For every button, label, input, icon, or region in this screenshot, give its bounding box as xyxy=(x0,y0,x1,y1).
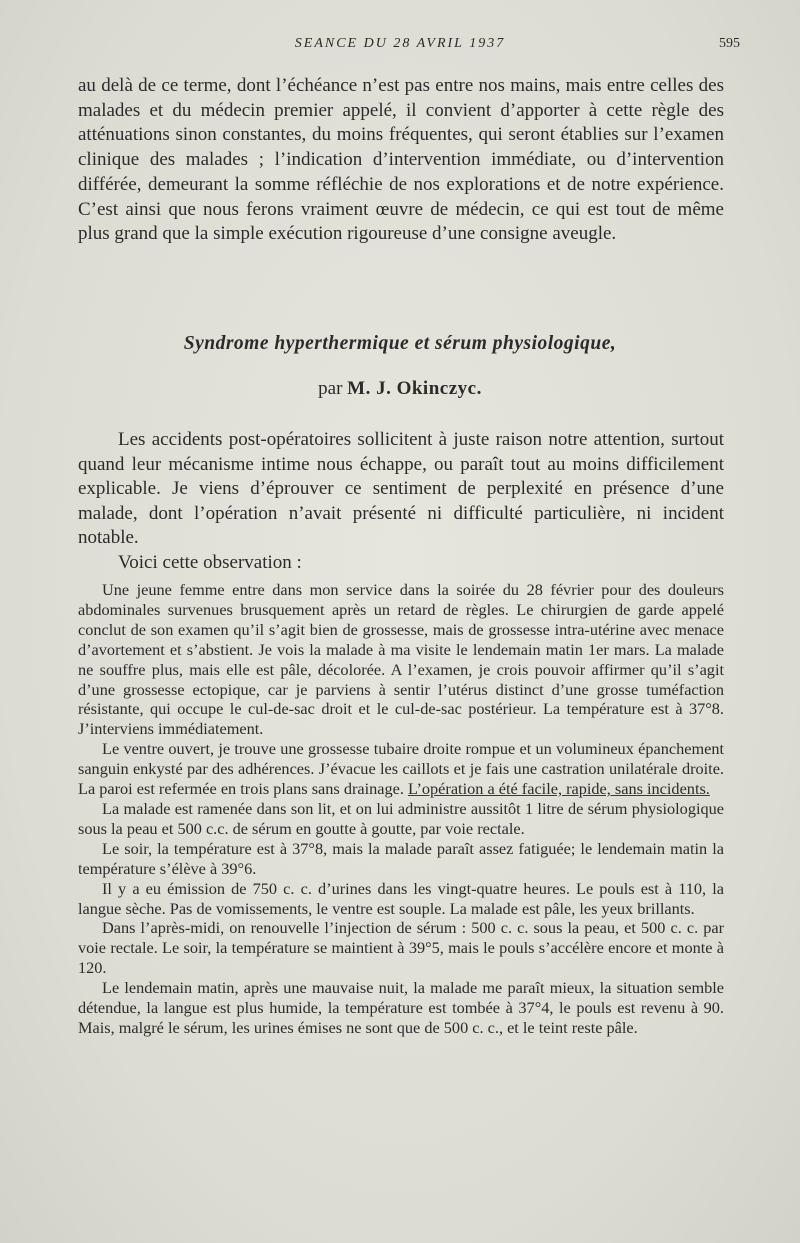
running-title: SEANCE DU 28 AVRIL 1937 xyxy=(294,36,506,51)
abstract-paragraph: Les accidents post-opératoires sollicitent à juste raison notre attention, surtout quand leur mécanisme intime nous échappe, ou paraît tout au moins difficilement explicable. Je viens d’éprouver ce sentiment de perplexité en présence d’une malade, dont l’opération n’avait présenté ni difficulté particulière, ni incident notable. xyxy=(78,429,724,548)
page-number: 595 xyxy=(719,36,740,51)
observation-intro: Voici cette observation : xyxy=(118,551,302,573)
underlined-annotation: L’opération a été facile, rapide, sans incidents. xyxy=(408,779,710,799)
running-head xyxy=(0,36,800,56)
case-paragraph: Le lendemain matin, après une mauvaise nuit, la malade me paraît mieux, la situation semble détendue, la langue est plus humide, la température est tombée à 37°4, le pouls est revenu à 90. Mais, malgré le sérum, les urines émises ne sont que de 500 c. c., et le teint reste pâle. xyxy=(78,978,724,1037)
case-paragraph xyxy=(78,739,724,799)
case-paragraph-text: Le ventre ouvert, je trouve une grossesse tubaire droite rompue et un volumineux épanchement sanguin enkysté par des adhérences. J’évacue les caillots et je fais une castration unilatérale droite. La paroi est refermée en trois plans sans drainage. xyxy=(78,739,724,799)
abstract-block xyxy=(78,428,724,575)
intro-paragraph: au delà de ce terme, dont l’échéance n’est pas entre nos mains, mais entre celles des malades et du médecin premier appelé, il convient d’apporter à cette règle des atténuations sinon constantes, du moins fréquentes, qui seront établies sur l’examen clinique des malades ; l’indication d’intervention immédiate, ou d’intervention différée, demeurant la somme réfléchie de nos explorations et de notre expérience. C’est ainsi que nous ferons vraiment œuvre de médecin, ce qui est tout de même plus grand que la simple exécution rigoureuse d’une consigne aveugle. xyxy=(78,75,724,245)
intro-paragraph-block xyxy=(78,74,724,247)
case-paragraph: Le soir, la température est à 37°8, mais la malade paraît assez fatiguée; le lendemain matin la température s’élève à 39°6. xyxy=(78,838,724,878)
case-paragraph: Il y a eu émission de 750 c. c. d’urines dans les vingt-quatre heures. Le pouls est à 110, la langue sèche. Pas de vomissements, le ventre est souple. La malade est pâle, les yeux brillants. xyxy=(78,878,724,918)
article-author: M. J. Okinczyc. xyxy=(347,378,482,399)
case-report xyxy=(78,580,724,1038)
case-paragraph: Dans l’après-midi, on renouvelle l’injection de sérum : 500 c. c. sous la peau, et 500 c. c. par voie rectale. Le soir, la température se maintient à 39°5, mais le pouls s’accélère encore et monte à 120. xyxy=(78,918,724,978)
article-title: Syndrome hyperthermique et sérum physiologique, xyxy=(183,333,617,354)
case-paragraph: La malade est ramenée dans son lit, et on lui administre aussitôt 1 litre de sérum physiologique sous la peau et 500 c.c. de sérum en goutte à goutte, par voie rectale. xyxy=(78,798,724,838)
byline-prefix: par xyxy=(318,378,343,399)
case-paragraph: Une jeune femme entre dans mon service dans la soirée du 28 février pour des douleurs abdominales survenues brusquement après un retard de règles. Le chirurgien de garde appelé conclut de son examen qu’il s’agit bien de grossesse, mais de grossesse intra-utérine avec menace d’avortement et s’abstient. Je vois la malade à ma visite le lendemain matin 1er mars. La malade ne souffre plus, mais elle est pâle, décolorée. A l’examen, je crois pouvoir affirmer qu’il s’agit d’une grossesse ectopique, car je parviens à sentir l’utérus distinct d’une grosse tuméfaction résistante, qui occupe le cul-de-sac droit et le cul-de-sac postérieur. La température est à 37°8. J’interviens immédiatement. xyxy=(78,580,724,739)
article-byline xyxy=(0,378,800,400)
